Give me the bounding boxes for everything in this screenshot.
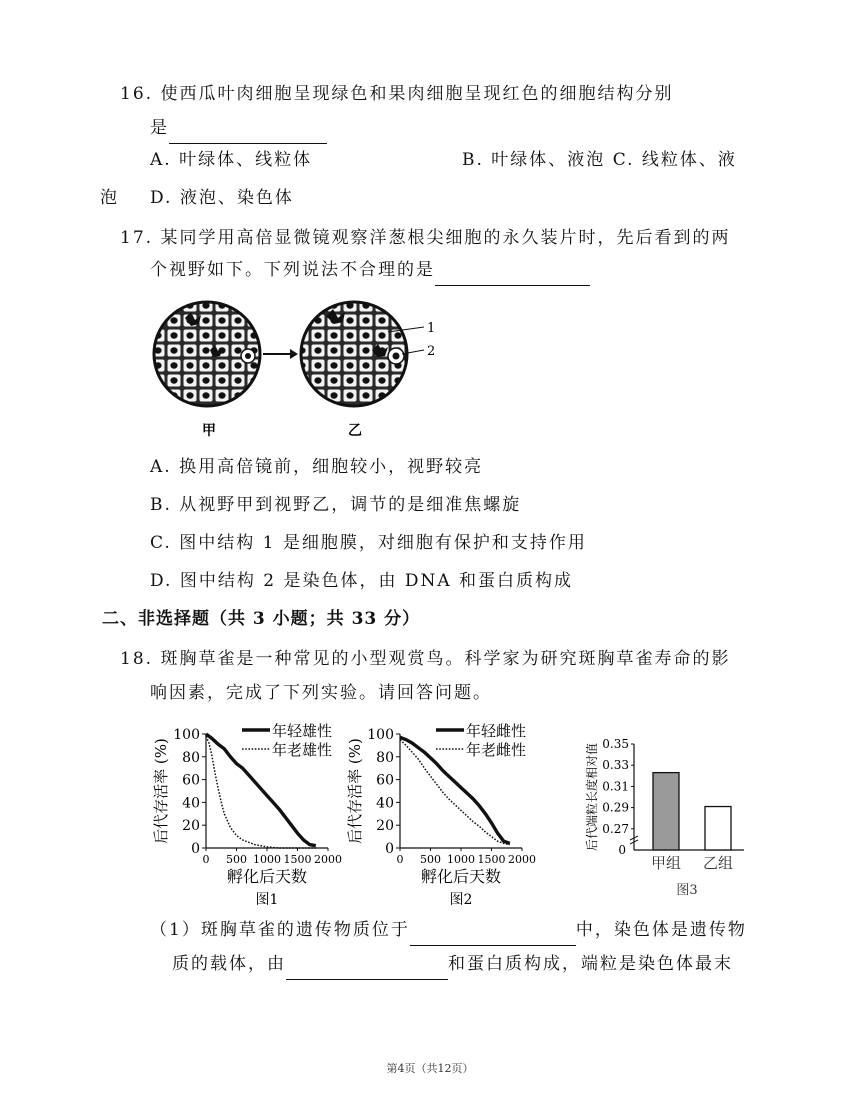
y-tick-label: 100 <box>367 727 394 743</box>
q18-stem-line2: 响因素，完成了下列实验。请回答问题。 <box>150 683 492 703</box>
answer-blank <box>435 261 590 286</box>
q16-stem-text: 是 <box>150 118 169 138</box>
q18-sub1-line2 <box>172 952 733 980</box>
q17-option-b: B. 从视野甲到视野乙，调节的是细准焦螺旋 <box>150 495 522 515</box>
x-tick-label: 0 <box>396 853 404 866</box>
y-tick-label: 0.29 <box>602 800 629 815</box>
x-tick-label: 500 <box>226 853 247 866</box>
bar-2 <box>705 807 731 850</box>
x-tick-label: 0 <box>202 853 210 866</box>
chart-title: 图3 <box>676 883 698 898</box>
y-tick-label: 100 <box>173 727 200 743</box>
y-tick-label: 60 <box>376 772 394 789</box>
x-tick-label: 2000 <box>314 853 342 866</box>
microscope-figure <box>150 298 450 443</box>
x-tick-label: 1000 <box>447 853 475 866</box>
q16-options-b-c: B. 叶绿体、液泡 C. 线粒体、液 <box>462 150 737 170</box>
y-origin-label: 0 <box>618 843 626 857</box>
x-category-label: 乙组 <box>702 854 734 872</box>
q16-option-d: D. 液泡、染色体 <box>150 188 294 208</box>
x-tick-label: 1000 <box>253 853 281 866</box>
y-tick-label: 20 <box>376 818 394 835</box>
fig-label-jia: 甲 <box>202 423 216 439</box>
q18-stem-line1: 18. 斑胸草雀是一种常见的小型观赏鸟。科学家为研究斑胸草雀寿命的影 <box>120 649 731 669</box>
chart-title: 图1 <box>255 892 279 908</box>
y-axis-label: 后代存活率 (%) <box>346 738 364 844</box>
x-tick-label: 2000 <box>508 853 536 866</box>
y-tick-label: 80 <box>182 749 200 766</box>
y-axis-label: 后代端粒长度相对值 <box>585 742 599 852</box>
q17-option-c: C. 图中结构 1 是细胞膜，对细胞有保护和支持作用 <box>150 533 587 553</box>
legend-label-1: 年轻雌性 <box>466 722 527 740</box>
chart-title: 图2 <box>449 892 473 908</box>
y-tick-label: 40 <box>376 795 394 812</box>
y-tick-label: 60 <box>182 772 200 789</box>
chart-figure-1 <box>148 716 348 908</box>
x-axis-label: 孵化后天数 <box>420 867 502 886</box>
q16-option-c-tail: 泡 <box>100 188 119 208</box>
q18-sub1-line1 <box>150 918 747 946</box>
legend-label-1: 年轻雄性 <box>272 722 333 740</box>
y-tick-label: 20 <box>182 818 200 835</box>
q17-option-d: D. 图中结构 2 是染色体，由 DNA 和蛋白质构成 <box>150 571 574 591</box>
bar-1 <box>653 773 679 850</box>
fig-mark-1: 1 <box>427 321 436 336</box>
x-tick-label: 1500 <box>477 853 506 866</box>
q18-sub1-text-b: 中，染色体是遗传物 <box>575 920 747 940</box>
q16-option-a: A. 叶绿体、线粒体 <box>150 150 313 170</box>
q16-stem-line2 <box>150 116 327 144</box>
y-axis-label: 后代存活率 (%) <box>152 738 170 844</box>
x-category-label: 甲组 <box>650 854 682 872</box>
chart-figure-3 <box>582 732 752 908</box>
fig-label-yi: 乙 <box>348 423 362 439</box>
y-tick-label: 0 <box>385 841 394 857</box>
q17-stem-line1: 17. 某同学用高倍显微镜观察洋葱根尖细胞的永久装片时，先后看到的两 <box>120 228 731 248</box>
q17-stem-text: 个视野如下。下列说法不合理的是 <box>150 260 435 280</box>
x-tick-label: 500 <box>420 853 441 866</box>
q18-sub1-text-d: 和蛋白质构成，端粒是染色体最末 <box>448 954 733 974</box>
chart-figure-2 <box>342 716 542 908</box>
answer-blank <box>169 119 327 144</box>
x-axis-label: 孵化后天数 <box>226 867 308 886</box>
answer-blank <box>410 921 576 946</box>
y-tick-label: 0.31 <box>602 779 629 794</box>
y-tick-label: 0 <box>191 841 200 857</box>
q17-option-a: A. 换用高倍镜前，细胞较小，视野较亮 <box>150 457 484 477</box>
q17-stem-line2 <box>150 258 590 286</box>
y-tick-label: 0.35 <box>602 737 629 751</box>
x-tick-label: 1500 <box>283 853 312 866</box>
legend-label-2: 年老雄性 <box>272 741 333 759</box>
q18-sub1-text-c: 质的载体，由 <box>172 954 286 974</box>
fig-mark-2: 2 <box>427 344 436 359</box>
q16-stem-line1: 16. 使西瓜叶肉细胞呈现绿色和果肉细胞呈现红色的细胞结构分别 <box>120 84 674 104</box>
y-tick-label: 0.27 <box>602 821 629 836</box>
section-title: 二、非选择题（共 3 小题；共 33 分） <box>102 609 421 629</box>
y-tick-label: 80 <box>376 749 394 766</box>
page-footer: 第4页（共12页） <box>386 1062 474 1075</box>
answer-blank <box>286 955 448 980</box>
legend-label-2: 年老雌性 <box>466 741 527 759</box>
y-tick-label: 40 <box>182 795 200 812</box>
q18-sub1-text-a: （1）斑胸草雀的遗传物质位于 <box>150 920 410 940</box>
y-tick-label: 0.33 <box>602 758 629 773</box>
